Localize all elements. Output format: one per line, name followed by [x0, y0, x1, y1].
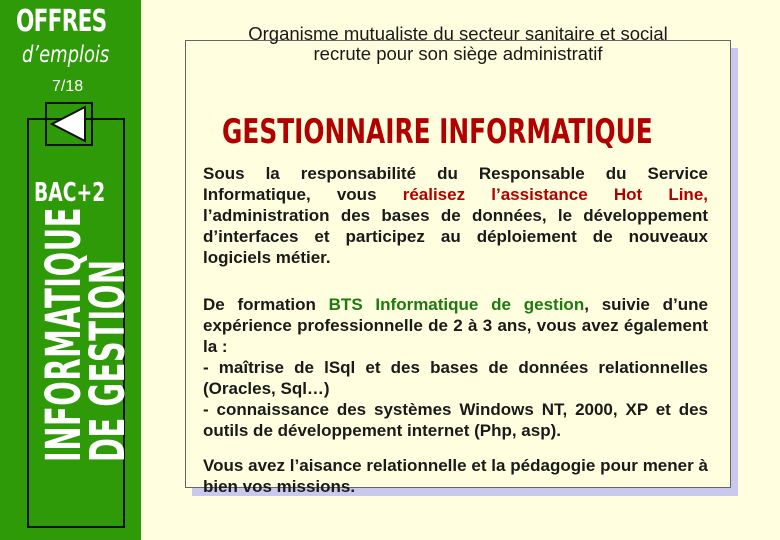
triangle-left-icon — [47, 104, 91, 144]
desc-part3: l’administration des bases de données, le développement d’interfaces et participez au déploiement de nouveaux logiciels métier. — [203, 206, 708, 267]
profile-paragraph — [203, 294, 708, 441]
intro-line2: recrute pour son siège administratif — [313, 43, 603, 64]
brand-subtitle: d’emplois — [22, 42, 110, 68]
page-number: 7/18 — [52, 78, 84, 95]
desc-part1: Sous la responsabilité du Responsable du Service Informatique, vous — [203, 164, 708, 204]
closing-paragraph: Vous avez l’aisance relationnelle et la pédagogie pour mener à bien vos missions. — [203, 456, 708, 496]
back-button[interactable] — [45, 102, 93, 146]
profile-highlight: BTS Informatique de gestion — [328, 295, 585, 314]
intro-line1: Organisme mutualiste du secteur sanitaire et social — [248, 23, 668, 44]
profile-skill-2: - connaissance des systèmes Windows NT, 2000, XP et des outils de développement internet (Php, asp). — [203, 400, 708, 440]
vertical-title-line1: INFORMATIQUE — [36, 207, 92, 462]
description-paragraph — [203, 163, 708, 268]
brand-title: OFFRES — [16, 4, 107, 39]
profile-part1: De formation — [203, 295, 329, 314]
job-title: GESTIONNAIRE INFORMATIQUE — [222, 112, 653, 152]
level-label: BAC+2 — [34, 178, 106, 208]
vertical-title-line2: DE GESTION — [80, 259, 136, 462]
desc-highlight: réalisez l’assistance Hot Line, — [402, 185, 708, 204]
profile-part3: , suivie d’une expérience professionnelle de 2 à 3 ans, vous avez également la : — [203, 295, 708, 356]
sidebar — [0, 0, 141, 540]
intro-text — [190, 24, 726, 64]
profile-skill-1: - maîtrise de lSql et des bases de données relationnelles (Oracles, Sql…) — [203, 358, 708, 398]
